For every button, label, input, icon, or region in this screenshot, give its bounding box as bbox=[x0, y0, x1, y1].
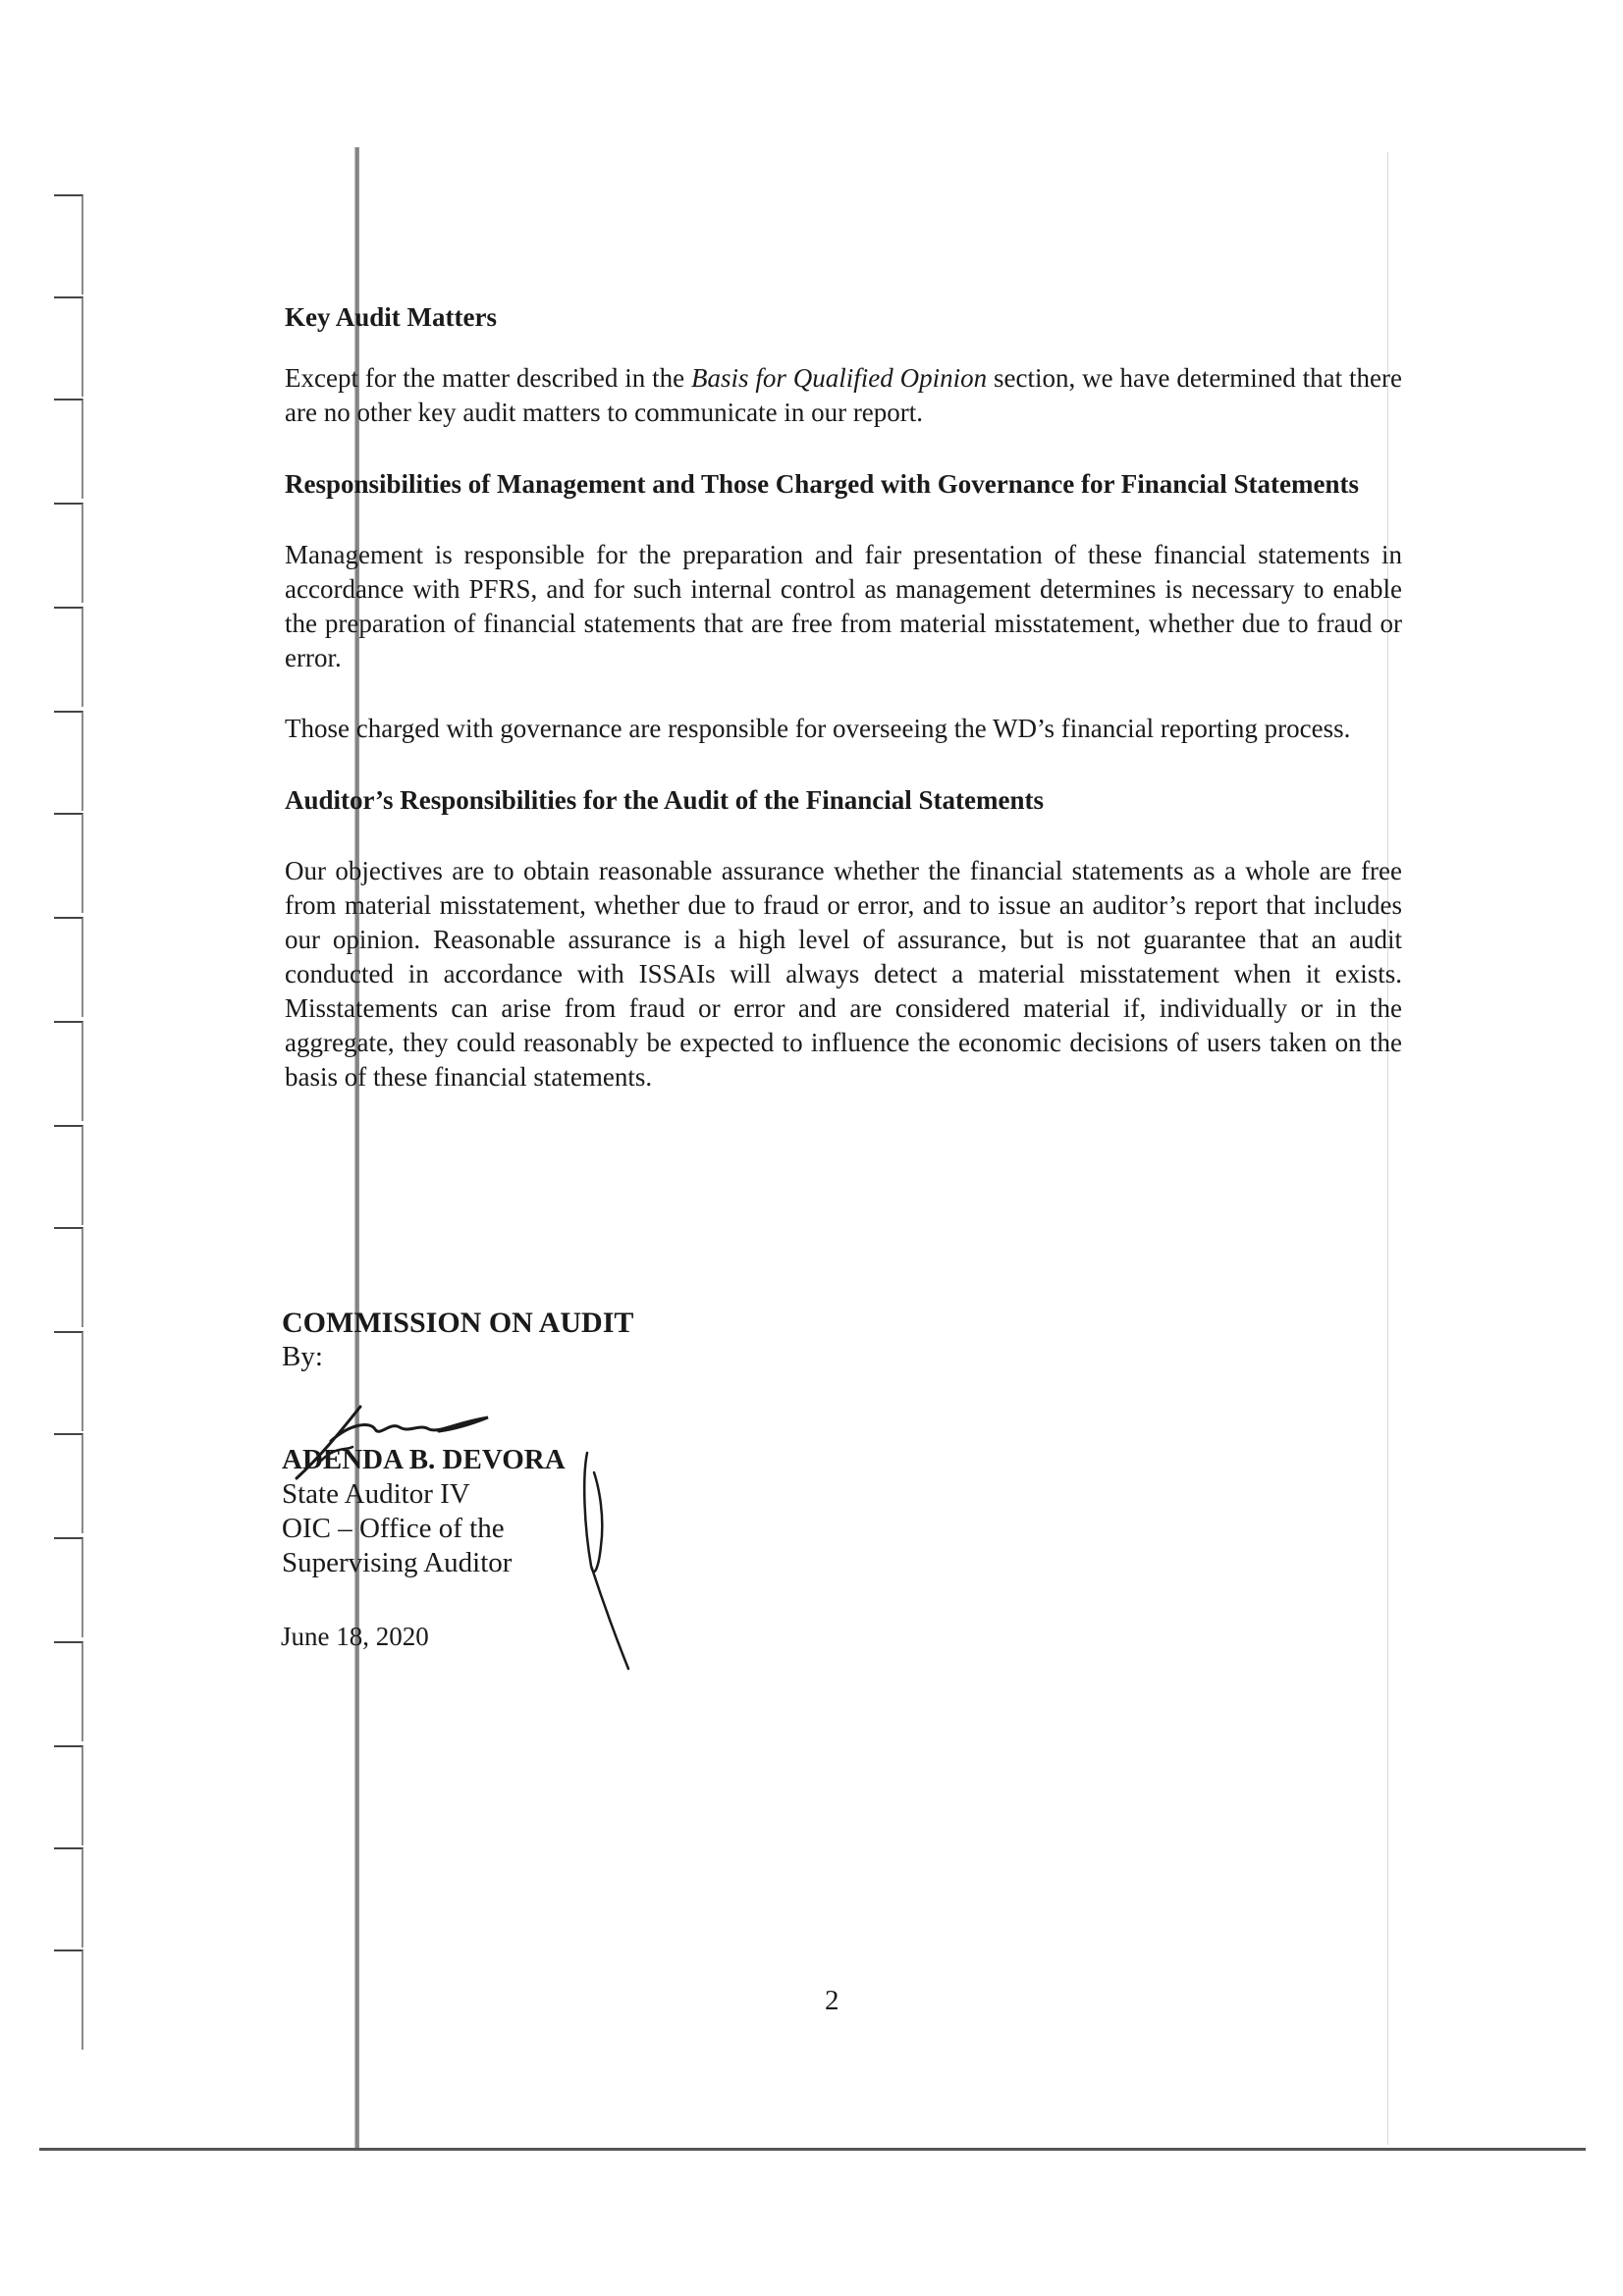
heading-auditor-responsibilities: Auditor’s Responsibilities for the Audit of the Financial Statements bbox=[285, 785, 1045, 815]
binder-mark bbox=[54, 1331, 83, 1431]
binder-mark bbox=[54, 1227, 83, 1327]
binder-mark bbox=[54, 1433, 83, 1533]
by-label: By: bbox=[282, 1341, 323, 1372]
report-date: June 18, 2020 bbox=[281, 1622, 429, 1651]
management-paragraph: Management is responsible for the preparation and fair presentation of these financial statements in accordance with PFRS, and for such internal control as management determines is necessary to enable the preparation of financial statements that are free from material misstatement, whether due to fraud or error. bbox=[285, 540, 1402, 672]
binder-mark bbox=[54, 711, 83, 811]
key-audit-matters-paragraph bbox=[285, 361, 1402, 430]
binder-mark bbox=[54, 1125, 83, 1225]
binder-mark bbox=[54, 194, 83, 294]
auditor-paragraph: Our objectives are to obtain reasonable assurance whether the financial statements as a whole are free from material misstatement, whether due to fraud or error, and to issue an auditor’s report that includes our opinion. Reasonable assurance is a high level of assurance, but is not guarantee that an audit conducted in accordance with ISSAIs will always detect a material misstatement when it exists. Misstatements can arise from fraud or error and are considered material if, individually or in the aggregate, they could reasonably be expected to influence the economic decisions of users taken on the basis of these financial statements. bbox=[285, 856, 1402, 1092]
binder-mark bbox=[54, 1021, 83, 1121]
heading-key-audit-matters: Key Audit Matters bbox=[285, 302, 497, 332]
binder-mark bbox=[54, 917, 83, 1017]
governance-paragraph: Those charged with governance are responsible for overseeing the WD’s financial reporting process. bbox=[285, 714, 1351, 743]
page-number: 2 bbox=[825, 1985, 839, 2016]
binder-mark bbox=[54, 1745, 83, 1845]
binder-mark bbox=[54, 1537, 83, 1637]
binder-mark bbox=[54, 296, 83, 397]
signer-title: State Auditor IV bbox=[282, 1478, 470, 1510]
binder-mark bbox=[54, 1641, 83, 1741]
binder-mark bbox=[54, 607, 83, 707]
scan-bottom-rule bbox=[39, 2148, 1586, 2151]
key-matters-prefix: Except for the matter described in the bbox=[285, 363, 691, 393]
binder-mark bbox=[54, 1847, 83, 1948]
binder-mark bbox=[54, 813, 83, 913]
binder-mark bbox=[54, 503, 83, 603]
handwritten-signature bbox=[282, 1402, 517, 1480]
handwritten-bracket-mark bbox=[579, 1448, 638, 1674]
report-body bbox=[285, 299, 1402, 1095]
binder-mark bbox=[54, 1949, 83, 2050]
key-matters-suffix: section, we have determined that there are no other key audit matters to communicate in our report. bbox=[285, 363, 1402, 427]
signer-office-line1: OIC – Office of the bbox=[282, 1513, 505, 1544]
heading-management-responsibilities: Responsibilities of Management and Those Charged with Governance for Financial Statements bbox=[285, 469, 1360, 499]
organization-name: COMMISSION ON AUDIT bbox=[282, 1307, 634, 1339]
signer-name: ADENDA B. DEVORA bbox=[282, 1444, 566, 1475]
basis-phrase: Basis for Qualified Opinion bbox=[690, 363, 988, 393]
binder-mark bbox=[54, 399, 83, 499]
signer-office-line2: Supervising Auditor bbox=[282, 1547, 513, 1578]
